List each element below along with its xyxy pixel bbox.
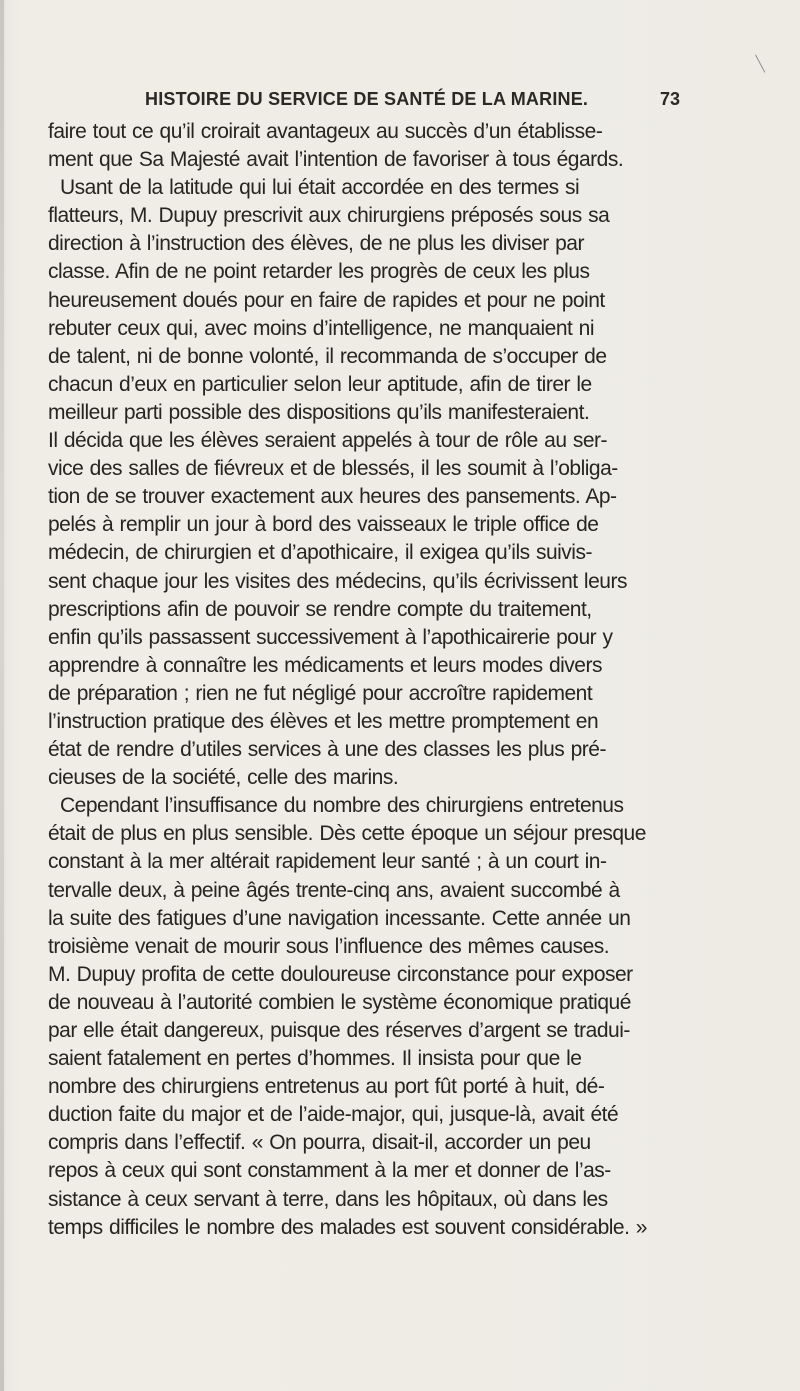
body-text bbox=[48, 118, 680, 1242]
page-number: 73 bbox=[659, 89, 680, 109]
text-line: M. Dupuy profita de cette douloureuse circonstance pour exposer bbox=[48, 962, 633, 986]
text-line: compris dans l’effectif. « On pourra, disait-il, accorder un peu bbox=[48, 1131, 591, 1155]
text-line: l’instruction pratique des élèves et les mettre promptement en bbox=[48, 709, 599, 733]
margin-mark bbox=[755, 51, 772, 73]
text-line: de préparation ; rien ne fut négligé pour accroître rapidement bbox=[48, 681, 593, 705]
text-line: repos à ceux qui sont constamment à la mer et donner de l’as- bbox=[48, 1159, 611, 1183]
text-line: meilleur parti possible des dispositions qu’ils manifesteraient. bbox=[48, 400, 590, 424]
text-line: cieuses de la société, celle des marins. bbox=[48, 766, 399, 790]
text-line: saient fatalement en pertes d’hommes. Il insista pour que le bbox=[48, 1047, 582, 1071]
text-line: de talent, ni de bonne volonté, il recommanda de s’occuper de bbox=[48, 344, 607, 368]
text-line: tion de se trouver exactement aux heures des pansements. Ap- bbox=[48, 485, 617, 509]
text-line: temps difficiles le nombre des malades est souvent considérable. » bbox=[48, 1215, 647, 1239]
binding-edge bbox=[0, 0, 4, 1391]
text-line: état de rendre d’utiles services à une des classes les plus pré- bbox=[48, 738, 606, 762]
text-line: par elle était dangereux, puisque des réserves d’argent se tradui- bbox=[48, 1019, 630, 1042]
text-line: nombre des chirurgiens entretenus au port fût porté à huit, dé- bbox=[48, 1075, 605, 1099]
text-line: médecin, de chirurgien et d’apothicaire, il exigea qu’ils suivis- bbox=[48, 541, 592, 565]
text-line: sistance à ceux servant à terre, dans les hôpitaux, où dans les bbox=[48, 1187, 608, 1211]
text-line: troisième venait de mourir sous l’influence des mêmes causes. bbox=[48, 934, 610, 958]
text-line: constant à la mer altérait rapidement leur santé ; à un court in- bbox=[48, 850, 607, 874]
text-line: était de plus en plus sensible. Dès cette époque un séjour presque bbox=[48, 822, 646, 846]
text-line: duction faite du major et de l’aide-major, qui, jusque-là, avait été bbox=[48, 1103, 619, 1127]
text-line: apprendre à connaître les médicaments et leurs modes divers bbox=[48, 653, 602, 677]
text-line: enfin qu’ils passassent successivement à l’apothicairerie pour y bbox=[48, 625, 613, 649]
text-line: la suite des fatigues d’une navigation incessante. Cette année un bbox=[48, 906, 631, 930]
text-line: rebuter ceux qui, avec moins d’intelligence, ne manquaient ni bbox=[48, 316, 595, 340]
text-line: Il décida que les élèves seraient appelés à tour de rôle au ser- bbox=[48, 429, 608, 453]
text-line: pelés à remplir un jour à bord des vaisseaux le triple office de bbox=[48, 513, 599, 537]
running-head: HISTOIRE DU SERVICE DE SANTÉ DE LA MARINE. bbox=[145, 89, 589, 109]
text-line: heureusement doués pour en faire de rapides et pour ne point bbox=[48, 288, 605, 312]
text-line: tervalle deux, à peine âgés trente-cinq ans, avaient succombé à bbox=[48, 878, 620, 902]
text-line: flatteurs, M. Dupuy prescrivit aux chirurgiens préposés sous sa bbox=[48, 204, 610, 228]
text-line: prescriptions afin de pouvoir se rendre compte du traitement, bbox=[48, 597, 592, 621]
text-line: ment que Sa Majesté avait l’intention de favoriser à tous égards. bbox=[48, 148, 624, 172]
text-line: vice des salles de fiévreux et de blessés, il les soumit à l’obliga- bbox=[48, 457, 618, 481]
text-line: faire tout ce qu’il croirait avantageux au succès d’un établisse- bbox=[48, 120, 603, 143]
text-line: classe. Afin de ne point retarder les progrès de ceux les plus bbox=[48, 260, 590, 284]
text-line: direction à l’instruction des élèves, de ne plus les diviser par bbox=[48, 232, 584, 256]
text-line: sent chaque jour les visites des médecins, qu’ils écrivissent leurs bbox=[48, 569, 627, 593]
paragraph-start-line: Cependant l’insuffisance du nombre des chirurgiens entretenus bbox=[60, 794, 624, 818]
paragraph-start-line: Usant de la latitude qui lui était accordée en des termes si bbox=[60, 176, 580, 200]
text-line: chacun d’eux en particulier selon leur aptitude, afin de tirer le bbox=[48, 372, 592, 396]
text-line: de nouveau à l’autorité combien le système économique pratiqué bbox=[48, 990, 631, 1014]
